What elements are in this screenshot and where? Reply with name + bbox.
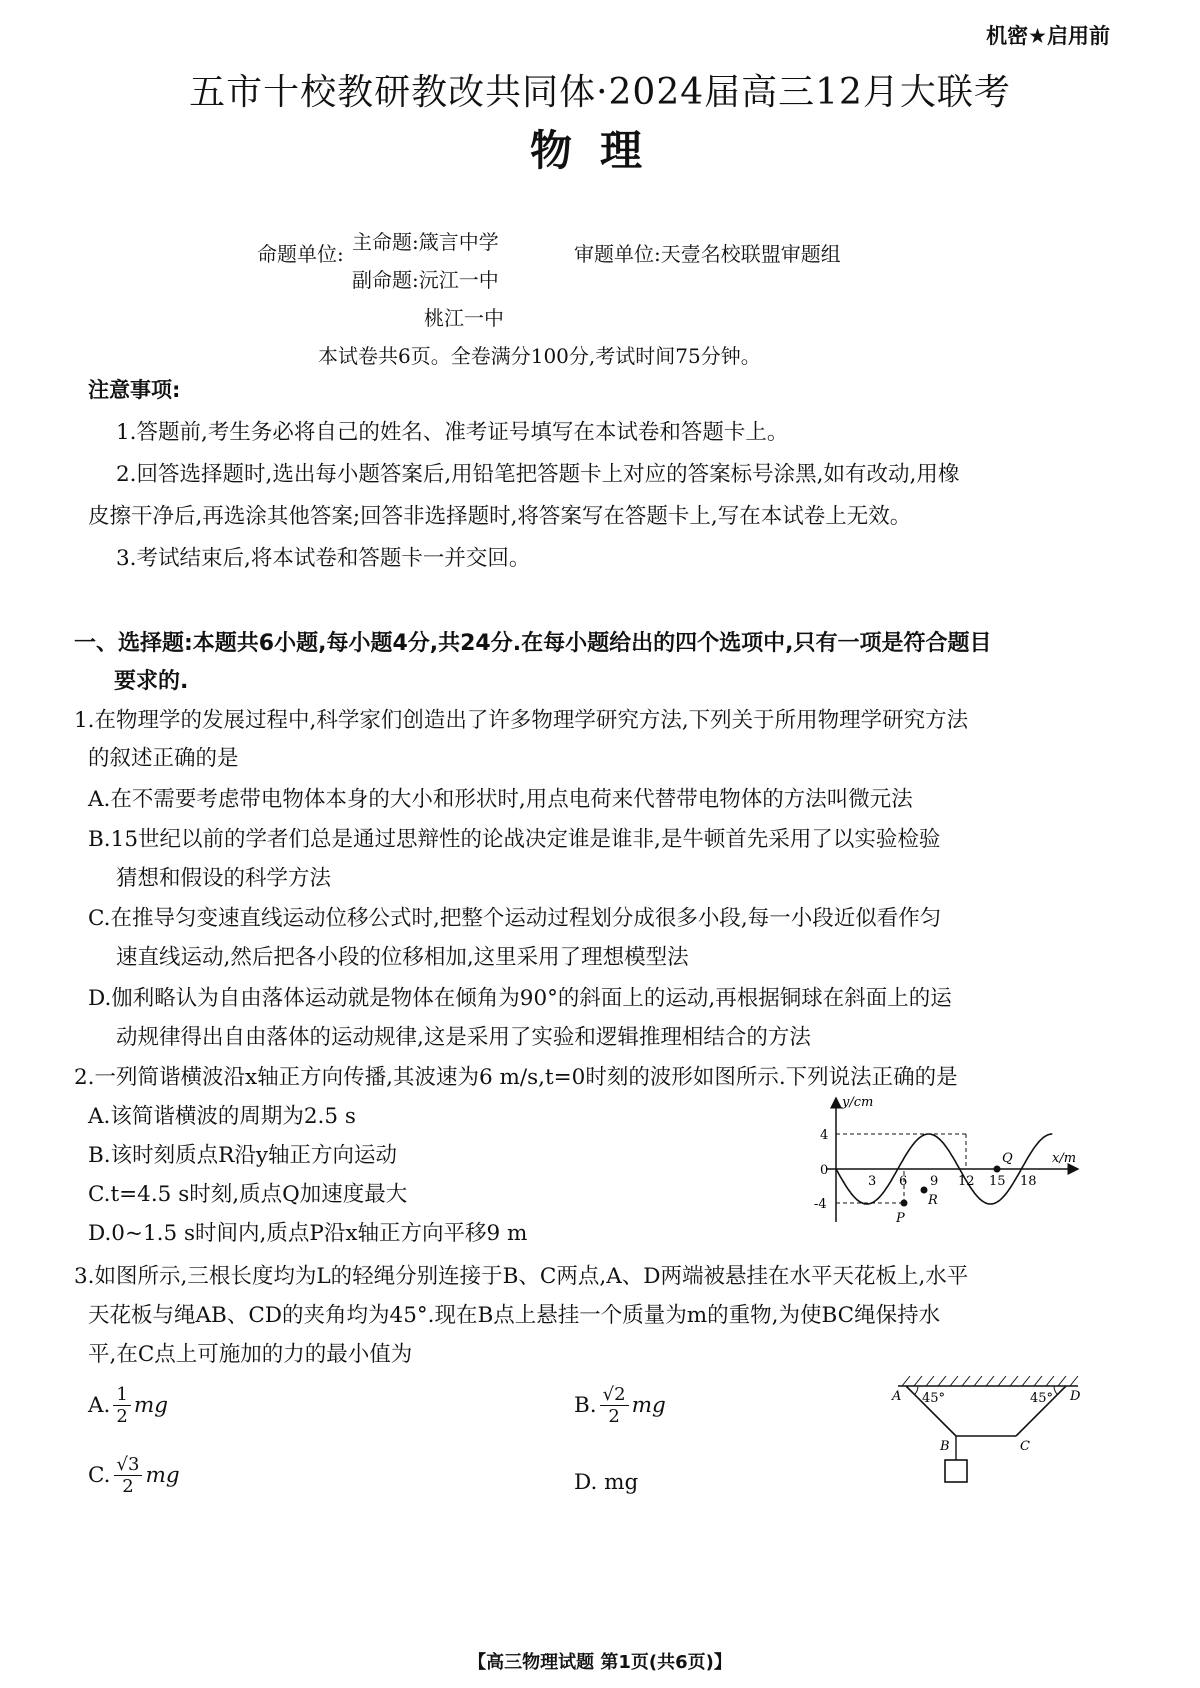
q3-option-c: C. √3 2 mg bbox=[88, 1454, 180, 1497]
x-tick: 15 bbox=[989, 1174, 1006, 1189]
point-p bbox=[901, 1200, 908, 1207]
deputy-setter: 副命题:沅江一中 bbox=[352, 268, 499, 292]
q3-option-b: B. √2 2 mg bbox=[574, 1384, 666, 1427]
q3-option-a: A. 1 2 mg bbox=[88, 1384, 168, 1427]
q3-stem-3: 平,在C点上可施加的力的最小值为 bbox=[88, 1342, 413, 1367]
q1-stem-2: 的叙述正确的是 bbox=[88, 746, 239, 771]
q1-option-d-2: 动规律得出自由落体的运动规律,这是采用了实验和逻辑推理相结合的方法 bbox=[116, 1025, 811, 1050]
label-a: A bbox=[892, 1389, 902, 1404]
point-r-label: R bbox=[928, 1193, 938, 1208]
wave-figure bbox=[808, 1092, 1098, 1232]
page-footer: 【高三物理试题 第1页(共6页)】 bbox=[468, 1652, 732, 1673]
deputy-setter-2: 桃江一中 bbox=[424, 306, 504, 330]
x-tick: 9 bbox=[930, 1174, 939, 1189]
reviewer: 审题单位:天壹名校联盟审题组 bbox=[574, 242, 841, 266]
label-c: C bbox=[1020, 1439, 1030, 1454]
q1-option-c: C.在推导匀变速直线运动位移公式时,把整个运动过程划分成很多小段,每一小段近似看作匀 bbox=[88, 906, 942, 931]
q3-option-d: D. mg bbox=[574, 1470, 639, 1495]
angle-right: 45° bbox=[1030, 1391, 1054, 1406]
q3-stem: 3.如图所示,三根长度均为L的轻绳分别连接于B、C两点,A、D两端被悬挂在水平天花板上,水平 bbox=[74, 1264, 969, 1289]
notice-item: 2.回答选择题时,选出每小题答案后,用铅笔把答题卡上对应的答案标号涂黑,如有改动,用橡 bbox=[116, 462, 960, 487]
point-q-label: Q bbox=[1002, 1151, 1013, 1166]
point-p-label: P bbox=[896, 1211, 905, 1226]
exam-summary: 本试卷共6页。全卷满分100分,考试时间75分钟。 bbox=[318, 344, 761, 368]
q3-stem-2: 天花板与绳AB、CD的夹角均为45°.现在B点上悬挂一个质量为m的重物,为使BC绳保持水 bbox=[88, 1303, 941, 1328]
x-tick: 12 bbox=[958, 1174, 975, 1189]
x-tick: 3 bbox=[868, 1174, 877, 1189]
x-tick: 6 bbox=[899, 1174, 908, 1189]
q1-stem: 1.在物理学的发展过程中,科学家们创造出了许多物理学研究方法,下列关于所用物理学研究方法 bbox=[74, 708, 969, 733]
secret-label: 机密★启用前 bbox=[986, 24, 1110, 48]
x-axis-label: x/m bbox=[1052, 1151, 1077, 1166]
unit-label: 命题单位: bbox=[257, 242, 344, 266]
point-r bbox=[921, 1187, 928, 1194]
section-heading-2: 要求的. bbox=[114, 669, 189, 694]
notice-item: 1.答题前,考生务必将自己的姓名、准考证号填写在本试卷和答题卡上。 bbox=[116, 420, 789, 445]
y-tick: -4 bbox=[814, 1197, 827, 1212]
q1-option-b-2: 猜想和假设的科学方法 bbox=[116, 866, 332, 891]
q2-option-d: D.0~1.5 s时间内,质点P沿x轴正方向平移9 m bbox=[88, 1221, 528, 1246]
point-q bbox=[994, 1166, 1001, 1173]
rope-figure bbox=[888, 1372, 1088, 1500]
q1-option-c-2: 速直线运动,然后把各小段的位移相加,这里采用了理想模型法 bbox=[116, 945, 689, 970]
y-tick: 4 bbox=[820, 1128, 829, 1143]
notice-heading: 注意事项: bbox=[88, 378, 181, 402]
q1-option-d: D.伽利略认为自由落体运动就是物体在倾角为90°的斜面上的运动,再根据铜球在斜面上的运 bbox=[88, 986, 952, 1011]
q1-option-b: B.15世纪以前的学者们总是通过思辩性的论战决定谁是谁非,是牛顿首先采用了以实验检验 bbox=[88, 827, 941, 852]
x-tick: 18 bbox=[1020, 1174, 1037, 1189]
y-tick: 0 bbox=[820, 1163, 829, 1178]
notice-item: 3.考试结束后,将本试卷和答题卡一并交回。 bbox=[116, 546, 531, 571]
exam-title: 五市十校教研教改共同体·2024届高三12月大联考 bbox=[189, 72, 1011, 113]
q1-option-a: A.在不需要考虑带电物体本身的大小和形状时,用点电荷来代替带电物体的方法叫微元法 bbox=[88, 787, 913, 812]
section-heading: 一、选择题:本题共6小题,每小题4分,共24分.在每小题给出的四个选项中,只有一项是符合题目 bbox=[74, 631, 992, 656]
q2-option-c: C.t=4.5 s时刻,质点Q加速度最大 bbox=[88, 1182, 408, 1207]
q2-stem: 2.一列简谐横波沿x轴正方向传播,其波速为6 m/s,t=0时刻的波形如图所示.下列说法正确的是 bbox=[74, 1065, 958, 1090]
subject-title: 物理 bbox=[529, 126, 670, 175]
angle-left: 45° bbox=[922, 1391, 946, 1406]
main-setter: 主命题:箴言中学 bbox=[352, 230, 499, 254]
notice-item: 皮擦干净后,再选涂其他答案;回答非选择题时,将答案写在答题卡上,写在本试卷上无效。 bbox=[88, 504, 912, 529]
q2-option-b: B.该时刻质点R沿y轴正方向运动 bbox=[88, 1143, 397, 1168]
q2-option-a: A.该简谐横波的周期为2.5 s bbox=[88, 1104, 356, 1129]
label-d: D bbox=[1070, 1389, 1081, 1404]
y-axis-label: y/cm bbox=[842, 1095, 874, 1110]
label-b: B bbox=[940, 1439, 950, 1454]
weight-box bbox=[945, 1460, 967, 1482]
